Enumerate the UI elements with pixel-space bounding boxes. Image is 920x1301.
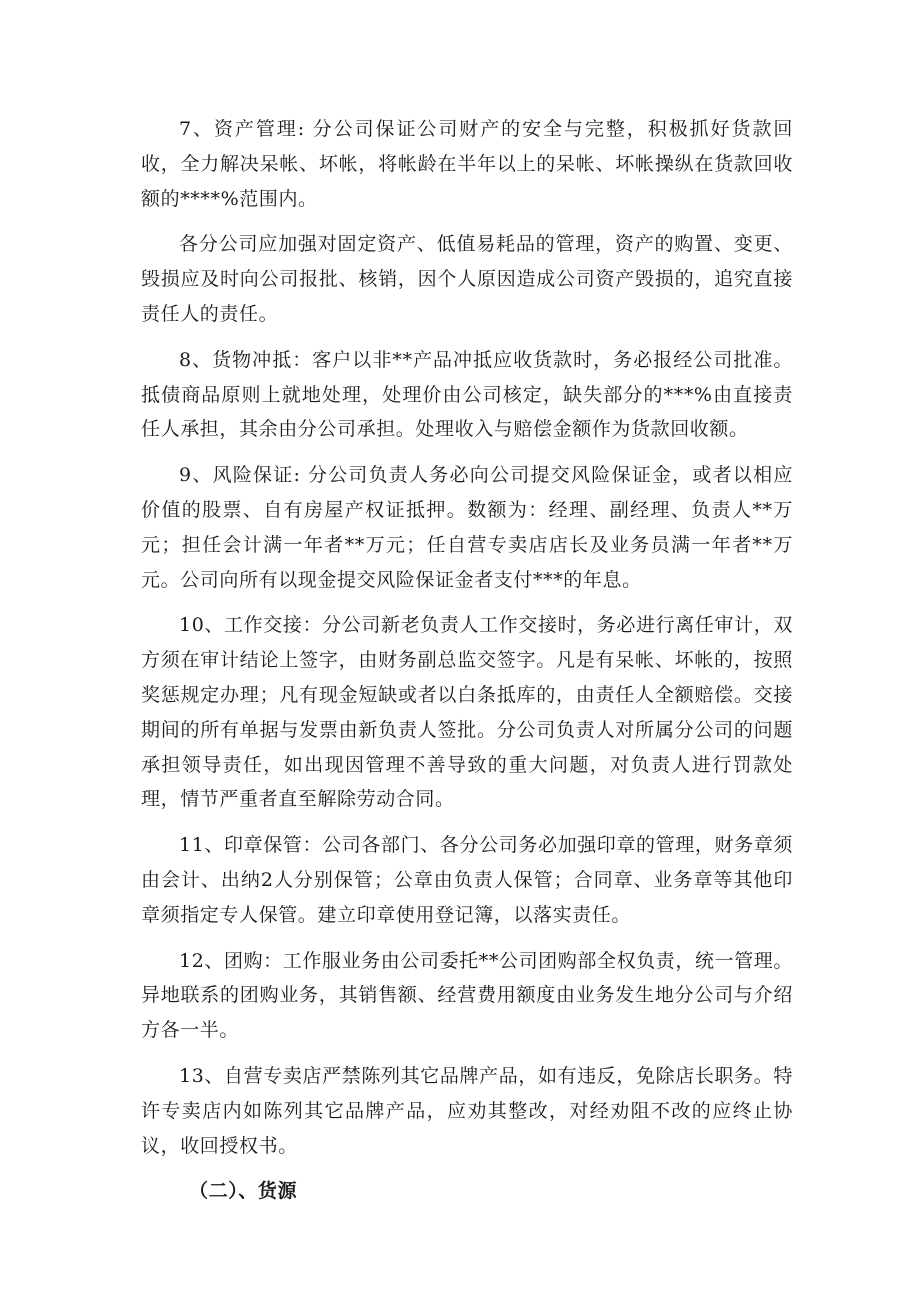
paragraph-group-purchase: 12、团购：工作服业务由公司委托**公司团购部全权负责，统一管理。异地联系的团购业务，其销售额、经营费用额度由业务发生地分公司与介绍方各一半。 <box>141 949 793 1042</box>
document-body <box>141 112 793 1209</box>
paragraph-asset-management: 7、资产管理: 分公司保证公司财产的安全与完整，积极抓好货款回收，全力解决呆帐、坏帐，将帐龄在半年以上的呆帐、坏帐操纵在货款回收额的****%范围内。 <box>141 118 793 210</box>
paragraph-seal-custody: 11、印章保管：公司各部门、各分公司务必加强印章的管理，财务章须由会计、出纳2人分别保管；公章由负责人保管；合同章、业务章等其他印章须指定专人保管。建立印章使用登记簿，以落实责任。 <box>141 834 793 926</box>
paragraph-fixed-assets: 各分公司应加强对固定资产、低值易耗品的管理，资产的购置、变更、毁损应及时向公司报批、核销，因个人原因造成公司资产毁损的，追究直接责任人的责任。 <box>141 233 793 325</box>
paragraph-store-rules: 13、自营专卖店严禁陈列其它品牌产品，如有违反，免除店长职务。特许专卖店内如陈列其它品牌产品，应劝其整改，对经劝阻不改的应终止协议，收回授权书。 <box>141 1064 793 1157</box>
section-heading-supply: （二）、货源 <box>189 1180 298 1203</box>
paragraph-work-handover: 10、工作交接：分公司新老负责人工作交接时，务必进行离任审计，双方须在审计结论上签字，由财务副总监交签字。凡是有呆帐、坏帐的，按照奖惩规定办理；凡有现金短缺或者以白条抵库的，由责任人全额赔偿。交接期间的所有单据与发票由新负责人签批。分公司负责人对所属分公司的问题承担领导责任，如出现因管理不善导致的重大问题，对负责人进行罚款处理，情节严重者直至解除劳动合同。 <box>141 614 793 811</box>
paragraph-risk-guarantee: 9、风险保证: 分公司负责人务必向公司提交风险保证金，或者以相应价值的股票、自有房屋产权证抵押。数额为：经理、副经理、负责人**万元；担任会计满一年者**万元；任自营专卖店店长及业务员满一年者**万元。公司向所有以现金提交风险保证金者支付***的年息。 <box>141 464 793 591</box>
paragraph-goods-offset: 8、货物冲抵：客户以非**产品冲抵应收货款时，务必报经公司批准。抵债商品原则上就地处理，处理价由公司核定，缺失部分的***%由直接责任人承担，其余由分公司承担。处理收入与赔偿金额作为货款回收额。 <box>141 348 793 441</box>
